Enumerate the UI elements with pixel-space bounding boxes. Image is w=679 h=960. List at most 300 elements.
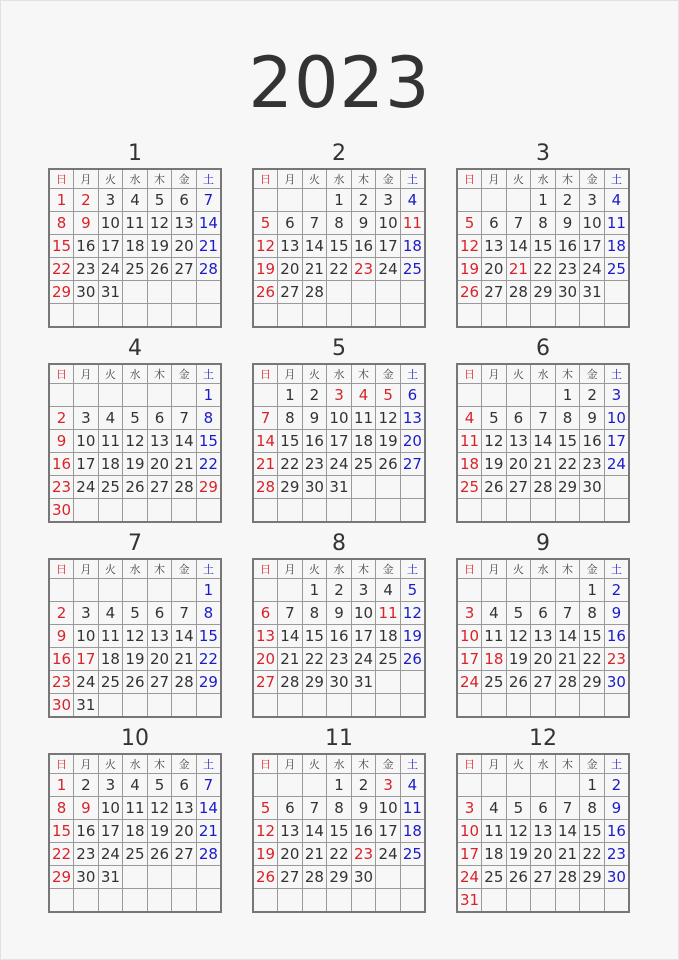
day-cell: 3 (457, 602, 482, 625)
weekday-label: 日 (253, 754, 278, 774)
day-cell: 19 (400, 625, 425, 648)
day-cell: 11 (400, 212, 425, 235)
month-table (456, 558, 630, 718)
week-row (457, 384, 629, 407)
day-cell: 8 (580, 797, 605, 820)
day-cell: 14 (196, 212, 221, 235)
day-cell: 29 (49, 866, 74, 889)
day-cell: 14 (302, 235, 327, 258)
day-cell (196, 866, 221, 889)
weekday-label: 金 (376, 169, 401, 189)
day-cell: 10 (98, 212, 123, 235)
day-cell (147, 889, 172, 913)
week-row (49, 820, 221, 843)
weekday-label: 火 (302, 754, 327, 774)
day-cell (172, 889, 197, 913)
week-row (253, 258, 425, 281)
week-row (457, 889, 629, 913)
months-grid (48, 140, 630, 910)
day-cell: 3 (457, 797, 482, 820)
day-cell: 25 (482, 671, 507, 694)
day-cell: 6 (172, 774, 197, 797)
day-cell: 24 (351, 648, 376, 671)
month-block-4 (48, 335, 222, 520)
day-cell: 1 (278, 384, 303, 407)
day-cell: 7 (531, 407, 556, 430)
day-cell: 2 (74, 774, 99, 797)
week-row (253, 407, 425, 430)
day-cell: 3 (74, 602, 99, 625)
day-cell: 14 (555, 820, 580, 843)
day-cell (457, 694, 482, 718)
day-cell (147, 579, 172, 602)
day-cell: 12 (506, 625, 531, 648)
day-cell (555, 499, 580, 523)
day-cell (506, 889, 531, 913)
day-cell: 23 (49, 476, 74, 499)
day-cell: 27 (172, 843, 197, 866)
day-cell: 25 (98, 671, 123, 694)
day-cell: 18 (400, 820, 425, 843)
day-cell: 17 (327, 430, 352, 453)
day-cell: 28 (278, 671, 303, 694)
day-cell (555, 579, 580, 602)
day-cell: 28 (196, 843, 221, 866)
day-cell (531, 694, 556, 718)
day-cell: 8 (327, 212, 352, 235)
day-cell: 4 (123, 774, 148, 797)
day-cell: 23 (351, 843, 376, 866)
day-cell: 15 (278, 430, 303, 453)
day-cell: 30 (351, 866, 376, 889)
week-row (457, 304, 629, 328)
week-row (457, 648, 629, 671)
day-cell: 6 (531, 602, 556, 625)
day-cell: 25 (123, 843, 148, 866)
week-row (49, 453, 221, 476)
day-cell: 5 (147, 189, 172, 212)
day-cell: 30 (74, 866, 99, 889)
weekday-label: 水 (327, 559, 352, 579)
day-cell: 28 (531, 476, 556, 499)
weekday-label: 金 (172, 169, 197, 189)
day-cell: 19 (457, 258, 482, 281)
day-cell (302, 889, 327, 913)
day-cell: 21 (555, 648, 580, 671)
month-block-2 (252, 140, 426, 325)
week-row (49, 671, 221, 694)
day-cell (302, 304, 327, 328)
day-cell (196, 499, 221, 523)
day-cell: 5 (457, 212, 482, 235)
day-cell: 7 (555, 602, 580, 625)
month-table (252, 753, 426, 913)
week-row (457, 866, 629, 889)
day-cell: 7 (196, 774, 221, 797)
week-row (457, 843, 629, 866)
day-cell: 21 (253, 453, 278, 476)
day-cell: 5 (400, 579, 425, 602)
weekday-label: 日 (49, 754, 74, 774)
weekday-label: 火 (302, 169, 327, 189)
day-cell: 15 (580, 820, 605, 843)
day-cell: 3 (74, 407, 99, 430)
day-cell: 15 (49, 820, 74, 843)
day-cell (604, 889, 629, 913)
day-cell: 21 (196, 820, 221, 843)
day-cell: 20 (147, 453, 172, 476)
weekday-label: 日 (457, 559, 482, 579)
day-cell: 3 (98, 774, 123, 797)
week-row (253, 648, 425, 671)
week-row (49, 648, 221, 671)
day-cell: 22 (196, 453, 221, 476)
day-cell: 12 (400, 602, 425, 625)
day-cell: 10 (457, 820, 482, 843)
day-cell: 2 (604, 579, 629, 602)
day-cell: 28 (506, 281, 531, 304)
day-cell (400, 889, 425, 913)
week-row (457, 602, 629, 625)
day-cell (98, 304, 123, 328)
week-row (457, 453, 629, 476)
day-cell: 11 (98, 430, 123, 453)
day-cell: 26 (506, 866, 531, 889)
weekday-label: 日 (49, 169, 74, 189)
week-row (49, 694, 221, 718)
day-cell: 28 (172, 671, 197, 694)
weekday-label: 火 (98, 559, 123, 579)
day-cell: 24 (376, 258, 401, 281)
day-cell: 9 (74, 797, 99, 820)
day-cell: 7 (506, 212, 531, 235)
day-cell: 8 (196, 602, 221, 625)
weekday-label: 金 (580, 169, 605, 189)
day-cell (555, 889, 580, 913)
day-cell: 19 (253, 258, 278, 281)
day-cell: 9 (351, 797, 376, 820)
day-cell: 27 (147, 671, 172, 694)
day-cell: 17 (351, 625, 376, 648)
day-cell: 10 (98, 797, 123, 820)
day-cell: 25 (376, 648, 401, 671)
week-row (49, 625, 221, 648)
day-cell (49, 384, 74, 407)
day-cell: 14 (506, 235, 531, 258)
day-cell: 28 (196, 258, 221, 281)
day-cell: 31 (98, 281, 123, 304)
week-row (457, 476, 629, 499)
weekday-label: 木 (555, 169, 580, 189)
day-cell: 16 (74, 235, 99, 258)
weekday-label: 土 (604, 559, 629, 579)
week-row (253, 694, 425, 718)
day-cell: 8 (555, 407, 580, 430)
day-cell: 18 (123, 820, 148, 843)
day-cell (253, 579, 278, 602)
day-cell: 6 (253, 602, 278, 625)
day-cell: 26 (253, 281, 278, 304)
day-cell: 11 (400, 797, 425, 820)
day-cell: 24 (376, 843, 401, 866)
day-cell (98, 384, 123, 407)
day-cell (555, 774, 580, 797)
day-cell: 23 (580, 453, 605, 476)
day-cell: 17 (580, 235, 605, 258)
day-cell: 16 (604, 820, 629, 843)
week-row (49, 189, 221, 212)
day-cell: 6 (278, 212, 303, 235)
weekday-label: 木 (147, 559, 172, 579)
week-row (49, 281, 221, 304)
day-cell (351, 476, 376, 499)
day-cell: 1 (327, 774, 352, 797)
day-cell: 22 (49, 258, 74, 281)
day-cell: 2 (351, 774, 376, 797)
week-row (457, 820, 629, 843)
day-cell (196, 694, 221, 718)
day-cell (400, 281, 425, 304)
day-cell (482, 694, 507, 718)
weekday-label: 金 (376, 754, 401, 774)
day-cell (376, 866, 401, 889)
day-cell (400, 499, 425, 523)
month-title: 7 (128, 531, 142, 556)
week-row (253, 189, 425, 212)
day-cell: 10 (580, 212, 605, 235)
weekday-label: 金 (580, 559, 605, 579)
day-cell: 3 (376, 774, 401, 797)
day-cell (400, 694, 425, 718)
day-cell: 28 (555, 671, 580, 694)
weekday-header-row (457, 754, 629, 774)
day-cell: 6 (147, 407, 172, 430)
day-cell: 11 (123, 797, 148, 820)
day-cell: 21 (531, 453, 556, 476)
weekday-label: 火 (98, 754, 123, 774)
day-cell: 12 (253, 235, 278, 258)
weekday-label: 金 (376, 364, 401, 384)
day-cell: 24 (327, 453, 352, 476)
day-cell (98, 579, 123, 602)
day-cell: 3 (98, 189, 123, 212)
month-block-1 (48, 140, 222, 325)
day-cell (376, 304, 401, 328)
day-cell: 12 (147, 212, 172, 235)
day-cell: 11 (482, 625, 507, 648)
day-cell (302, 499, 327, 523)
day-cell (400, 866, 425, 889)
day-cell: 16 (49, 648, 74, 671)
day-cell: 1 (49, 774, 74, 797)
weekday-label: 木 (351, 754, 376, 774)
day-cell: 29 (531, 281, 556, 304)
day-cell (278, 889, 303, 913)
day-cell: 25 (604, 258, 629, 281)
day-cell (555, 304, 580, 328)
weekday-label: 水 (123, 754, 148, 774)
day-cell: 18 (482, 843, 507, 866)
day-cell: 23 (74, 843, 99, 866)
month-block-9 (456, 530, 630, 715)
week-row (457, 189, 629, 212)
day-cell (147, 281, 172, 304)
day-cell: 14 (253, 430, 278, 453)
week-row (457, 407, 629, 430)
weekday-label: 木 (351, 559, 376, 579)
week-row (253, 671, 425, 694)
day-cell: 26 (147, 258, 172, 281)
day-cell: 3 (327, 384, 352, 407)
day-cell: 10 (351, 602, 376, 625)
day-cell: 2 (49, 407, 74, 430)
weekday-label: 金 (376, 559, 401, 579)
weekday-label: 水 (327, 754, 352, 774)
day-cell: 24 (74, 476, 99, 499)
weekday-label: 火 (98, 364, 123, 384)
week-row (49, 889, 221, 913)
day-cell: 31 (351, 671, 376, 694)
day-cell (351, 281, 376, 304)
week-row (49, 235, 221, 258)
week-row (457, 499, 629, 523)
week-row (457, 212, 629, 235)
day-cell: 16 (351, 820, 376, 843)
day-cell: 17 (604, 430, 629, 453)
weekday-label: 日 (457, 364, 482, 384)
day-cell: 22 (302, 648, 327, 671)
weekday-label: 土 (604, 364, 629, 384)
week-row (49, 579, 221, 602)
day-cell: 11 (457, 430, 482, 453)
week-row (253, 281, 425, 304)
weekday-label: 木 (555, 559, 580, 579)
month-table (48, 168, 222, 328)
weekday-label: 金 (580, 364, 605, 384)
day-cell: 30 (604, 671, 629, 694)
day-cell: 25 (457, 476, 482, 499)
week-row (49, 430, 221, 453)
day-cell: 1 (302, 579, 327, 602)
month-block-8 (252, 530, 426, 715)
day-cell (253, 189, 278, 212)
day-cell: 23 (302, 453, 327, 476)
weekday-label: 日 (49, 559, 74, 579)
weekday-label: 木 (555, 754, 580, 774)
day-cell: 29 (278, 476, 303, 499)
day-cell (253, 384, 278, 407)
day-cell: 9 (74, 212, 99, 235)
day-cell: 12 (123, 625, 148, 648)
day-cell (531, 889, 556, 913)
day-cell: 27 (253, 671, 278, 694)
day-cell: 15 (580, 625, 605, 648)
day-cell: 29 (196, 671, 221, 694)
day-cell: 26 (376, 453, 401, 476)
day-cell: 17 (376, 235, 401, 258)
day-cell (376, 671, 401, 694)
weekday-label: 月 (278, 169, 303, 189)
week-row (253, 212, 425, 235)
day-cell (123, 384, 148, 407)
weekday-label: 火 (506, 559, 531, 579)
day-cell: 18 (482, 648, 507, 671)
day-cell: 3 (604, 384, 629, 407)
day-cell: 5 (482, 407, 507, 430)
week-row (49, 797, 221, 820)
day-cell: 15 (327, 235, 352, 258)
day-cell: 20 (172, 235, 197, 258)
day-cell: 1 (580, 579, 605, 602)
week-row (49, 304, 221, 328)
weekday-label: 土 (196, 559, 221, 579)
day-cell: 11 (98, 625, 123, 648)
week-row (49, 843, 221, 866)
day-cell: 26 (253, 866, 278, 889)
day-cell: 2 (327, 579, 352, 602)
day-cell: 31 (457, 889, 482, 913)
day-cell: 26 (400, 648, 425, 671)
week-row (457, 625, 629, 648)
day-cell (49, 304, 74, 328)
day-cell: 10 (74, 625, 99, 648)
week-row (457, 235, 629, 258)
day-cell: 15 (327, 820, 352, 843)
day-cell: 16 (555, 235, 580, 258)
day-cell (531, 579, 556, 602)
day-cell (302, 694, 327, 718)
day-cell: 15 (531, 235, 556, 258)
day-cell (278, 189, 303, 212)
day-cell: 5 (123, 407, 148, 430)
weekday-label: 水 (531, 364, 556, 384)
day-cell (580, 499, 605, 523)
month-table (48, 558, 222, 718)
month-block-6 (456, 335, 630, 520)
day-cell: 12 (482, 430, 507, 453)
day-cell: 23 (351, 258, 376, 281)
weekday-label: 金 (172, 754, 197, 774)
day-cell: 26 (123, 476, 148, 499)
day-cell (147, 499, 172, 523)
day-cell: 26 (147, 843, 172, 866)
day-cell: 23 (604, 843, 629, 866)
week-row (253, 866, 425, 889)
day-cell: 19 (147, 820, 172, 843)
day-cell: 21 (172, 648, 197, 671)
day-cell: 7 (253, 407, 278, 430)
day-cell: 25 (400, 843, 425, 866)
day-cell (278, 774, 303, 797)
weekday-label: 日 (253, 364, 278, 384)
day-cell: 19 (506, 648, 531, 671)
day-cell: 10 (457, 625, 482, 648)
day-cell (604, 476, 629, 499)
week-row (253, 820, 425, 843)
day-cell (98, 694, 123, 718)
day-cell: 5 (253, 212, 278, 235)
day-cell: 24 (98, 258, 123, 281)
day-cell (172, 281, 197, 304)
week-row (253, 889, 425, 913)
day-cell: 8 (327, 797, 352, 820)
weekday-label: 土 (604, 169, 629, 189)
day-cell (400, 476, 425, 499)
day-cell (506, 384, 531, 407)
day-cell: 12 (506, 820, 531, 843)
week-row (457, 281, 629, 304)
day-cell: 22 (327, 258, 352, 281)
